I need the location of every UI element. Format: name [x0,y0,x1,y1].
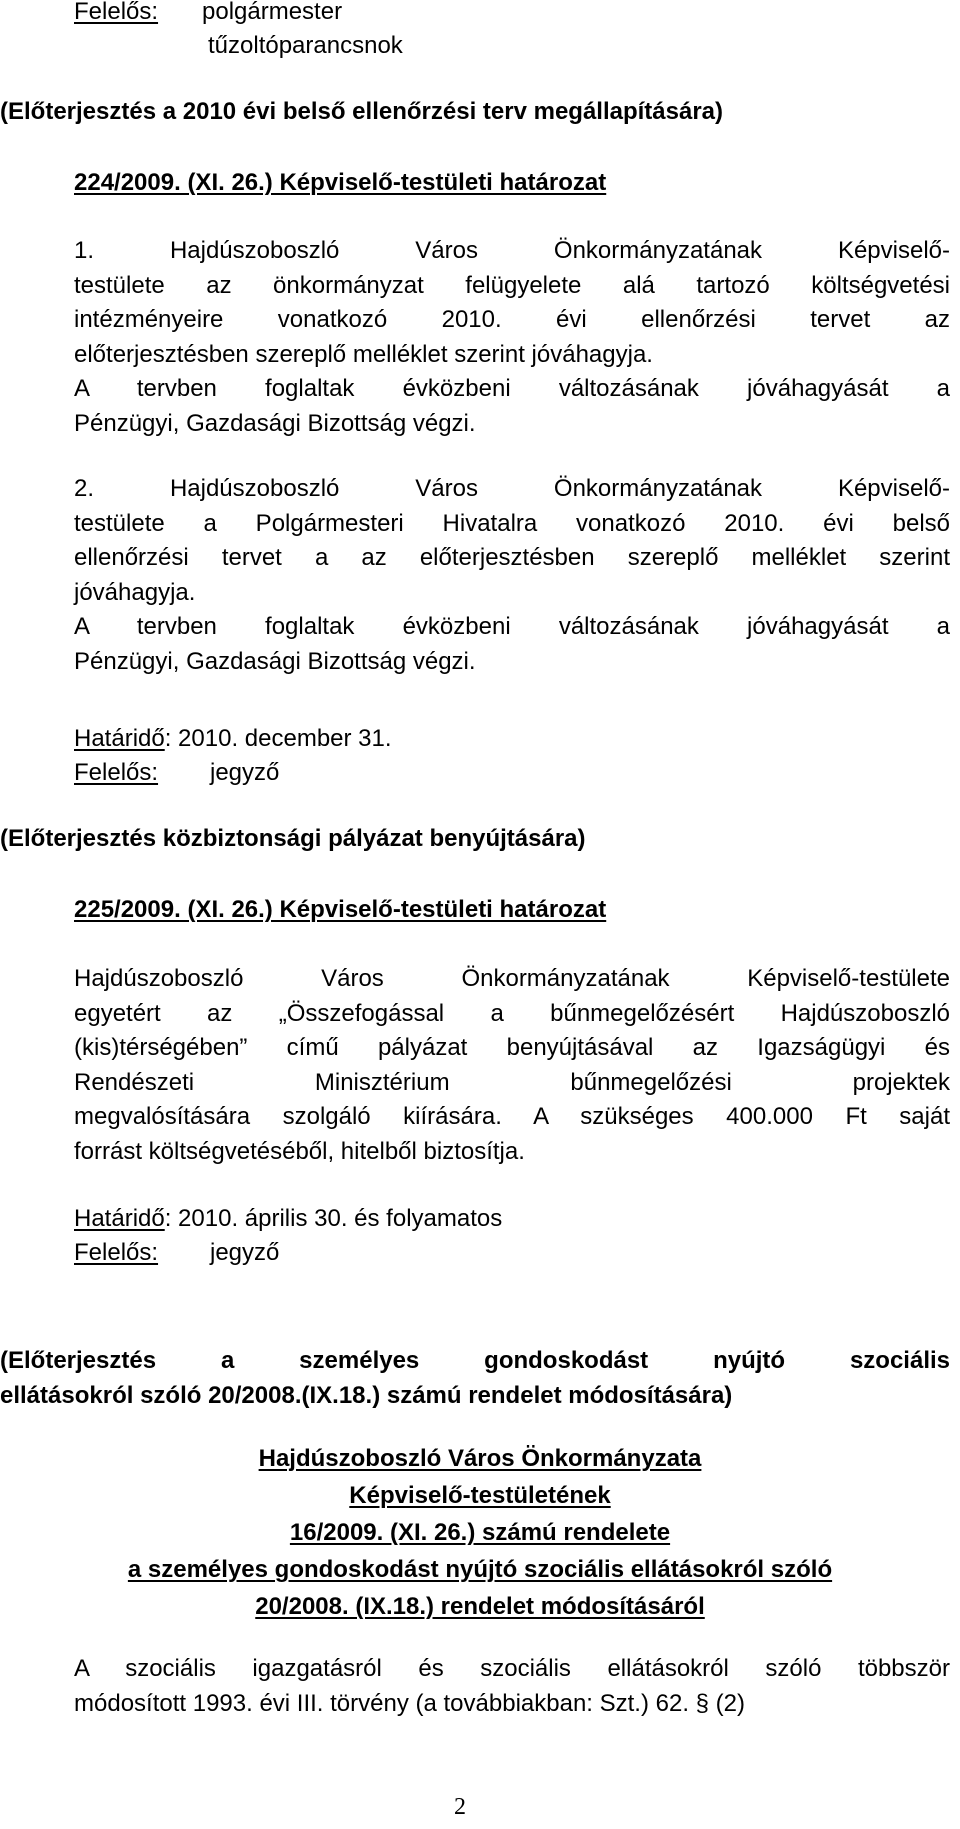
ordinance-title-line: 16/2009. (XI. 26.) számú rendelete [289,1519,671,1546]
point1-line: testülete az önkormányzat felügyelete alá tartozó költségvetési [74,271,950,299]
point1-extra-line: A tervben foglaltak évközbeni változásának jóváhagyását a [74,375,950,402]
felelos-label: Felelős: [74,759,159,786]
section1-heading: (Előterjesztés a 2010 évi belső ellenőrzési terv megállapítására) [0,98,724,125]
section1-point2 [74,472,950,679]
section1-felelos [74,761,158,785]
felelos-line-top [74,0,158,24]
felelos-label: Felelős: [74,1239,159,1266]
section3-body-line: A szociális igazgatásról és szociális ellátásokról szóló többször [74,1655,950,1682]
point1-line: intézményeire vonatkozó 2010. évi ellenőrzési tervet az [74,306,950,333]
section2-felelos [74,1241,158,1265]
section3-ordinance-title [0,1440,960,1625]
ordinance-title-line: Képviselő-testületének [349,1482,611,1509]
section2-heading: (Előterjesztés közbiztonsági pályázat benyújtására) [0,825,586,852]
section1-point1 [74,234,950,441]
section2-hatarido [74,1207,502,1231]
section1-felelos-value: jegyző [210,759,280,786]
ordinance-title-line: a személyes gondoskodást nyújtó szociális ellátásokról szóló [127,1556,833,1583]
point1-extra-line: Pénzügyi, Gazdasági Bizottság végzi. [74,409,476,437]
page-number: 2 [454,1794,466,1820]
section3-heading-line: ellátásokról szóló 20/2008.(IX.18.) számú rendelet módosítására) [0,1382,733,1409]
point2-extra-line: Pénzügyi, Gazdasági Bizottság végzi. [74,647,476,675]
section2-body-line: egyetért az „Összefogással a bűnmegelőzésért Hajdúszoboszló [74,999,950,1027]
felelos-value-2: tűzoltóparancsnok [208,32,403,59]
section3-body-line: módosított 1993. évi III. törvény (a továbbiakban: Szt.) 62. § (2) [74,1689,746,1717]
point2-line: ellenőrzési tervet a az előterjesztésben szereplő melléklet szerint [74,544,950,571]
section2-body-line: (kis)térségében” című pályázat benyújtásával az Igazságügyi és [74,1034,950,1061]
section2-body-line: Hajdúszoboszló Város Önkormányzatának Képviselő-testülete [74,965,950,992]
ordinance-title-line: Hajdúszoboszló Város Önkormányzata [258,1445,702,1472]
point2-extra-line: A tervben foglaltak évközbeni változásának jóváhagyását a [74,613,950,640]
section3-heading-line: (Előterjesztés a személyes gondoskodást nyújtó szociális [0,1347,950,1374]
hatarido-label: Határidő [74,1205,165,1232]
ordinance-title-line: 20/2008. (IX.18.) rendelet módosításáról [255,1593,705,1620]
point1-line: 1. Hajdúszoboszló Város Önkormányzatának Képviselő- [74,237,950,264]
hatarido-label: Határidő [74,725,165,752]
section1-hatarido [74,727,392,751]
section2-resolution-title: 225/2009. (XI. 26.) Képviselő-testületi határozat [74,896,607,923]
felelos-value-1: polgármester [202,0,343,25]
section2-body-line: megvalósítására szolgáló kiírására. A szükséges 400.000 Ft saját [74,1103,950,1130]
section1-resolution-title: 224/2009. (XI. 26.) Képviselő-testületi határozat [74,169,607,196]
point2-line: 2. Hajdúszoboszló Város Önkormányzatának Képviselő- [74,475,950,502]
section2-body-line: forrást költségvetéséből, hitelből biztosítja. [74,1137,525,1165]
point1-line: előterjesztésben szereplő melléklet szerint jóváhagyja. [74,340,653,368]
felelos-label: Felelős: [74,0,159,25]
point2-line: jóváhagyja. [74,578,196,606]
section3-body [74,1652,950,1721]
section3-heading [0,1343,950,1413]
point2-line: testülete a Polgármesteri Hivatalra vonatkozó 2010. évi belső [74,509,950,537]
hatarido-value: : 2010. december 31. [164,725,392,752]
section2-body-line: Rendészeti Minisztérium bűnmegelőzési projektek [74,1068,950,1096]
section2-body [74,962,950,1169]
hatarido-value: : 2010. április 30. és folyamatos [164,1205,503,1232]
section2-felelos-value: jegyző [210,1239,280,1266]
